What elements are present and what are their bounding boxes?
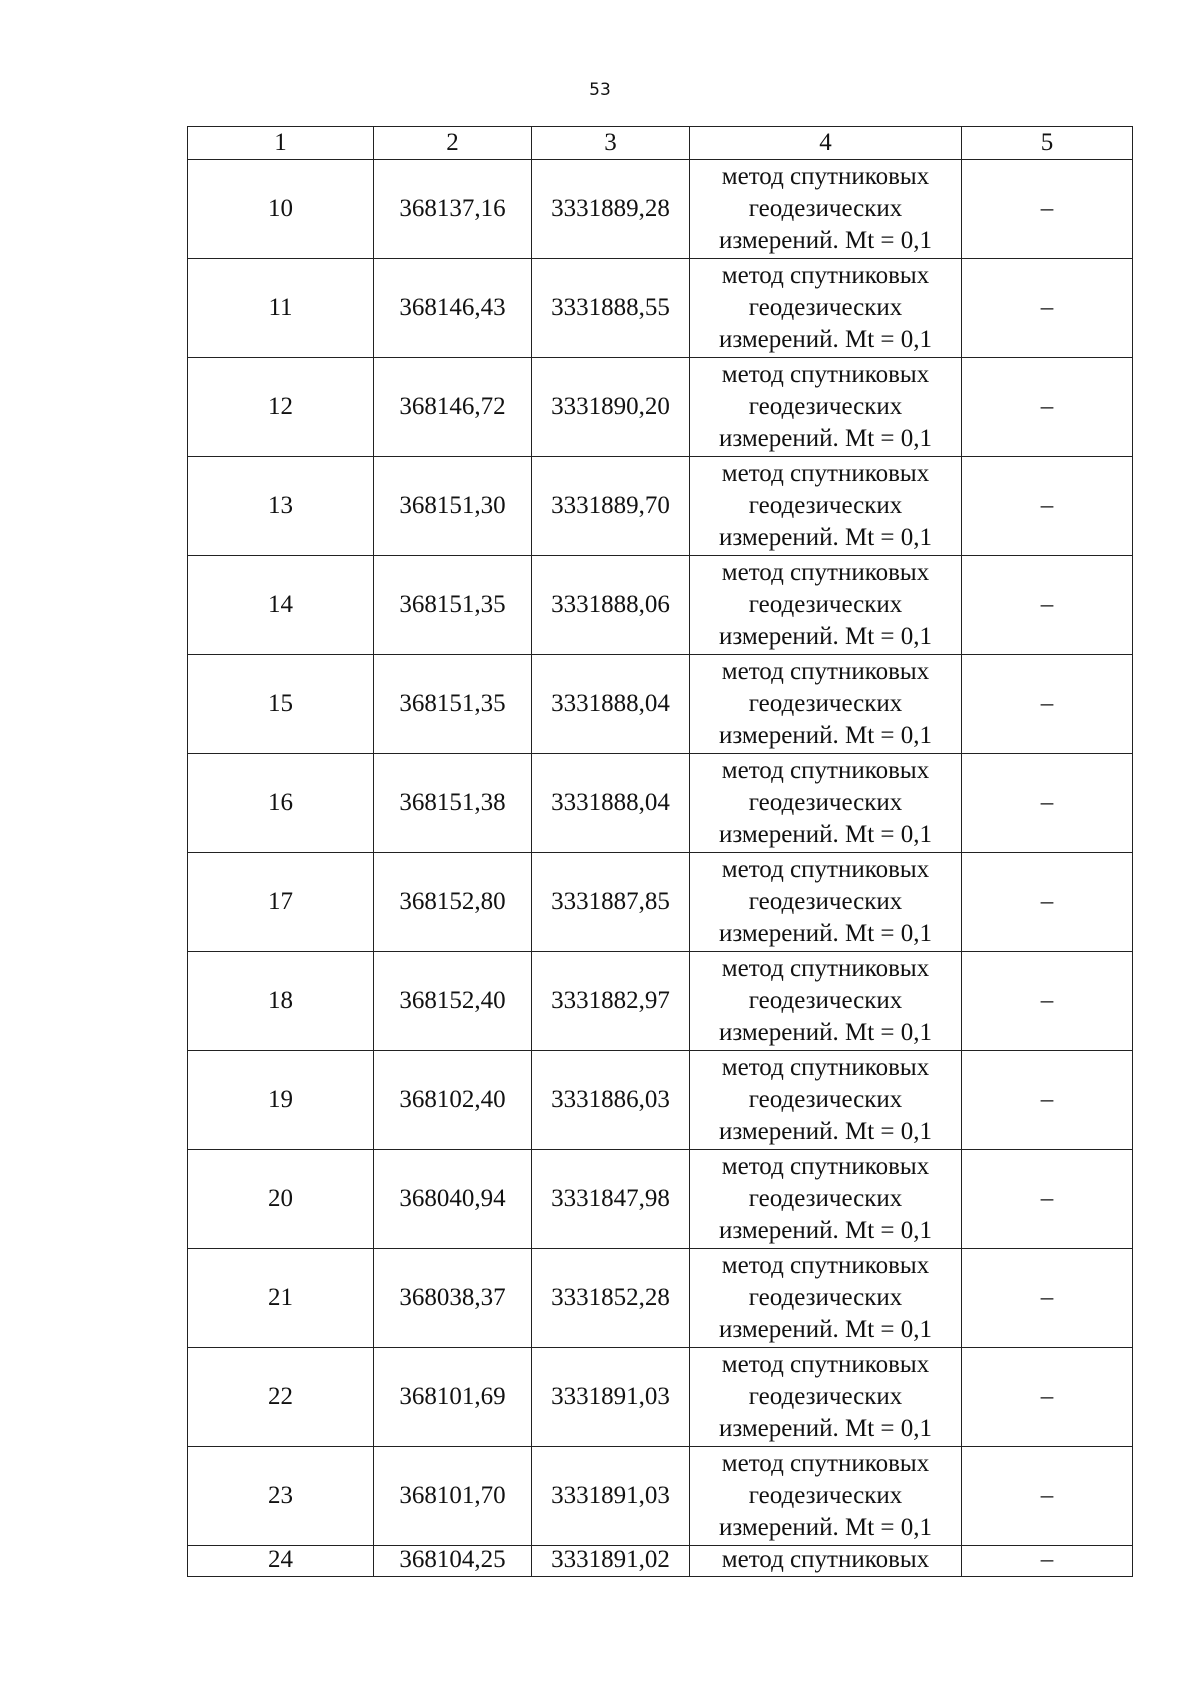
- note-cell: –: [962, 952, 1133, 1051]
- table-row: [188, 160, 1133, 259]
- method-line: метод спутниковых: [721, 361, 930, 388]
- point-number-cell: 11: [188, 259, 374, 358]
- table-row: [188, 457, 1133, 556]
- point-number-cell: 13: [188, 457, 374, 556]
- y-coordinate-cell: 3331891,02: [532, 1546, 690, 1577]
- y-coordinate-cell: 3331882,97: [532, 952, 690, 1051]
- method-line: измерений. Mt = 0,1: [718, 425, 933, 452]
- point-number-cell: 16: [188, 754, 374, 853]
- table-row: [188, 853, 1133, 952]
- table-row: [188, 1249, 1133, 1348]
- point-number-cell: 21: [188, 1249, 374, 1348]
- method-line: метод спутниковых: [721, 559, 930, 586]
- method-line: измерений. Mt = 0,1: [718, 821, 933, 848]
- point-number-cell: 17: [188, 853, 374, 952]
- note-cell: –: [962, 1447, 1133, 1546]
- method-line: метод спутниковых: [721, 955, 930, 982]
- point-number-cell: 10: [188, 160, 374, 259]
- note-cell: –: [962, 259, 1133, 358]
- method-line: метод спутниковых: [721, 262, 930, 289]
- method-line: геодезических: [748, 888, 903, 915]
- table-row: [188, 1348, 1133, 1447]
- note-cell: –: [962, 1051, 1133, 1150]
- method-line: метод спутниковых: [721, 856, 930, 883]
- x-coordinate-cell: 368151,30: [374, 457, 532, 556]
- method-line: измерений. Mt = 0,1: [718, 623, 933, 650]
- method-line: геодезических: [748, 195, 903, 222]
- method-line: измерений. Mt = 0,1: [718, 1217, 933, 1244]
- method-line: геодезических: [748, 1383, 903, 1410]
- y-coordinate-cell: 3331847,98: [532, 1150, 690, 1249]
- point-number-cell: 15: [188, 655, 374, 754]
- point-number-cell: 19: [188, 1051, 374, 1150]
- method-cell: [690, 1447, 962, 1546]
- method-line: геодезических: [748, 690, 903, 717]
- note-cell: –: [962, 1249, 1133, 1348]
- method-cell: [690, 754, 962, 853]
- method-cell: [690, 160, 962, 259]
- method-line: измерений. Mt = 0,1: [718, 524, 933, 551]
- header-cell-3: 3: [532, 127, 690, 160]
- method-line: метод спутниковых: [721, 1153, 930, 1180]
- note-cell: –: [962, 1150, 1133, 1249]
- method-line: метод спутниковых: [721, 1546, 930, 1573]
- point-number-cell: 14: [188, 556, 374, 655]
- table-row: [188, 952, 1133, 1051]
- method-line: метод спутниковых: [721, 757, 930, 784]
- point-number-cell: 24: [188, 1546, 374, 1577]
- method-line: измерений. Mt = 0,1: [718, 1019, 933, 1046]
- method-line: измерений. Mt = 0,1: [718, 326, 933, 353]
- y-coordinate-cell: 3331889,70: [532, 457, 690, 556]
- method-line: метод спутниковых: [721, 1450, 930, 1477]
- method-cell: [690, 1150, 962, 1249]
- method-line: геодезических: [748, 1482, 903, 1509]
- y-coordinate-cell: 3331852,28: [532, 1249, 690, 1348]
- method-line: геодезических: [748, 1086, 903, 1113]
- method-line: геодезических: [748, 294, 903, 321]
- method-line: метод спутниковых: [721, 460, 930, 487]
- x-coordinate-cell: 368146,72: [374, 358, 532, 457]
- x-coordinate-cell: 368101,70: [374, 1447, 532, 1546]
- method-line: геодезических: [748, 591, 903, 618]
- table-row: [188, 358, 1133, 457]
- table-row: [188, 655, 1133, 754]
- method-line: измерений. Mt = 0,1: [718, 722, 933, 749]
- table-row: [188, 1150, 1133, 1249]
- method-cell: [690, 952, 962, 1051]
- x-coordinate-cell: 368152,80: [374, 853, 532, 952]
- point-number-cell: 18: [188, 952, 374, 1051]
- method-line: измерений. Mt = 0,1: [718, 1316, 933, 1343]
- method-line: геодезических: [748, 789, 903, 816]
- method-line: метод спутниковых: [721, 1054, 930, 1081]
- method-line: геодезических: [748, 1185, 903, 1212]
- method-line: измерений. Mt = 0,1: [718, 1514, 933, 1541]
- y-coordinate-cell: 3331888,04: [532, 754, 690, 853]
- table-body: [188, 160, 1133, 1577]
- header-cell-5: 5: [962, 127, 1133, 160]
- method-line: измерений. Mt = 0,1: [718, 920, 933, 947]
- note-cell: –: [962, 556, 1133, 655]
- x-coordinate-cell: 368104,25: [374, 1546, 532, 1577]
- table-row: [188, 1051, 1133, 1150]
- method-line: геодезических: [748, 1284, 903, 1311]
- table-row: [188, 1447, 1133, 1546]
- y-coordinate-cell: 3331886,03: [532, 1051, 690, 1150]
- x-coordinate-cell: 368038,37: [374, 1249, 532, 1348]
- method-cell: [690, 358, 962, 457]
- table-row: [188, 1546, 1133, 1577]
- method-line: измерений. Mt = 0,1: [718, 1118, 933, 1145]
- x-coordinate-cell: 368102,40: [374, 1051, 532, 1150]
- note-cell: –: [962, 1546, 1133, 1577]
- point-number-cell: 12: [188, 358, 374, 457]
- x-coordinate-cell: 368151,38: [374, 754, 532, 853]
- method-line: геодезических: [748, 393, 903, 420]
- method-line: метод спутниковых: [721, 1351, 930, 1378]
- method-cell: [690, 259, 962, 358]
- y-coordinate-cell: 3331888,04: [532, 655, 690, 754]
- method-line: геодезических: [748, 987, 903, 1014]
- y-coordinate-cell: 3331890,20: [532, 358, 690, 457]
- method-line: измерений. Mt = 0,1: [718, 1415, 933, 1442]
- method-line: метод спутниковых: [721, 658, 930, 685]
- coordinates-table: [187, 126, 1133, 1577]
- y-coordinate-cell: 3331891,03: [532, 1348, 690, 1447]
- page-number: 53: [589, 80, 611, 100]
- method-cell: [690, 1348, 962, 1447]
- table-row: [188, 556, 1133, 655]
- method-line: метод спутниковых: [721, 163, 930, 190]
- header-cell-1: 1: [188, 127, 374, 160]
- method-cell: [690, 655, 962, 754]
- note-cell: –: [962, 160, 1133, 259]
- note-cell: –: [962, 754, 1133, 853]
- note-cell: –: [962, 1348, 1133, 1447]
- method-cell: [690, 853, 962, 952]
- note-cell: –: [962, 655, 1133, 754]
- header-row: [188, 127, 1133, 160]
- method-line: метод спутниковых: [721, 1252, 930, 1279]
- method-cell: [690, 457, 962, 556]
- method-cell: [690, 1546, 962, 1577]
- y-coordinate-cell: 3331891,03: [532, 1447, 690, 1546]
- point-number-cell: 23: [188, 1447, 374, 1546]
- method-cell: [690, 1249, 962, 1348]
- y-coordinate-cell: 3331888,06: [532, 556, 690, 655]
- note-cell: –: [962, 457, 1133, 556]
- point-number-cell: 20: [188, 1150, 374, 1249]
- y-coordinate-cell: 3331887,85: [532, 853, 690, 952]
- table-row: [188, 754, 1133, 853]
- x-coordinate-cell: 368151,35: [374, 655, 532, 754]
- method-line: измерений. Mt = 0,1: [718, 227, 933, 254]
- table-row: [188, 259, 1133, 358]
- note-cell: –: [962, 358, 1133, 457]
- header-cell-2: 2: [374, 127, 532, 160]
- header-cell-4: 4: [690, 127, 962, 160]
- x-coordinate-cell: 368040,94: [374, 1150, 532, 1249]
- x-coordinate-cell: 368101,69: [374, 1348, 532, 1447]
- y-coordinate-cell: 3331889,28: [532, 160, 690, 259]
- point-number-cell: 22: [188, 1348, 374, 1447]
- note-cell: –: [962, 853, 1133, 952]
- method-cell: [690, 1051, 962, 1150]
- x-coordinate-cell: 368151,35: [374, 556, 532, 655]
- x-coordinate-cell: 368137,16: [374, 160, 532, 259]
- x-coordinate-cell: 368152,40: [374, 952, 532, 1051]
- method-line: геодезических: [748, 492, 903, 519]
- y-coordinate-cell: 3331888,55: [532, 259, 690, 358]
- x-coordinate-cell: 368146,43: [374, 259, 532, 358]
- method-cell: [690, 556, 962, 655]
